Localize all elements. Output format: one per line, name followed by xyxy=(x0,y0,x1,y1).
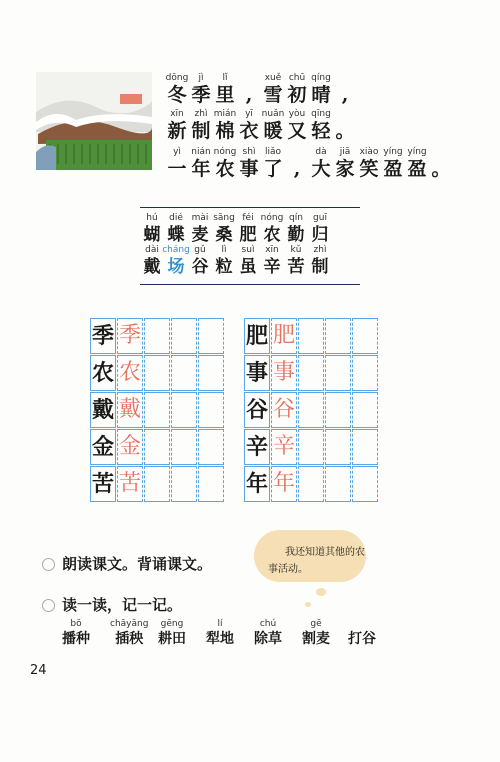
grid-cell[interactable] xyxy=(352,355,378,391)
grid-cell[interactable] xyxy=(352,318,378,354)
grid-cell[interactable] xyxy=(352,392,378,428)
trace-character: 季 xyxy=(118,323,141,348)
char-with-pinyin xyxy=(357,146,381,180)
pinyin: yì xyxy=(173,147,181,157)
grid-cell[interactable] xyxy=(325,318,351,354)
char-with-pinyin xyxy=(213,108,237,142)
hanzi: 戴 xyxy=(143,257,161,277)
char-with-pinyin xyxy=(285,146,309,180)
hanzi: 盈 xyxy=(407,158,427,180)
char-with-pinyin xyxy=(309,108,333,142)
char-with-pinyin xyxy=(260,212,284,246)
farming-word xyxy=(158,618,186,648)
hanzi: 归 xyxy=(311,225,329,245)
pinyin: zhì xyxy=(313,245,327,255)
pinyin: qín xyxy=(289,213,303,223)
pinyin: kǔ xyxy=(290,245,302,255)
writing-grid xyxy=(90,318,398,506)
grid-cell[interactable] xyxy=(198,318,224,354)
char-with-pinyin xyxy=(261,108,285,142)
pinyin: xiào xyxy=(359,147,379,157)
word-hanzi: 耕田 xyxy=(158,631,186,647)
bubble-line-1: 我还知道其他的农 xyxy=(285,547,365,558)
hanzi: 家 xyxy=(335,158,355,180)
trace-character: 年 xyxy=(272,471,295,496)
vocab-bottom-rule xyxy=(140,284,360,285)
model-character: 辛 xyxy=(245,434,268,460)
word-hanzi: 除草 xyxy=(254,631,282,647)
pinyin: lì xyxy=(221,245,227,255)
grid-cell[interactable] xyxy=(144,466,170,502)
trace-character: 金 xyxy=(118,434,141,459)
model-character: 季 xyxy=(91,323,114,349)
grid-cell[interactable] xyxy=(198,429,224,465)
char-with-pinyin xyxy=(333,72,357,106)
grid-cell[interactable] xyxy=(171,318,197,354)
hanzi: , xyxy=(341,84,349,106)
hanzi: 事 xyxy=(239,158,259,180)
task-recite: 朗读课文。背诵课文。 xyxy=(62,555,213,573)
hanzi: 勤 xyxy=(287,225,305,245)
task-read-remember: 读一读，记一记。 xyxy=(62,596,183,614)
model-character: 事 xyxy=(245,360,268,386)
grid-cell[interactable] xyxy=(171,429,197,465)
hanzi: 棉 xyxy=(215,120,235,142)
poem-line-2 xyxy=(165,108,357,142)
char-with-pinyin xyxy=(285,108,309,142)
word-hanzi: 打谷 xyxy=(348,631,376,647)
farming-word xyxy=(302,618,330,648)
pinyin: chū xyxy=(288,73,306,83)
char-with-pinyin xyxy=(308,244,332,278)
pinyin: yòu xyxy=(288,109,306,119)
trace-character: 戴 xyxy=(118,397,141,422)
grid-cell[interactable] xyxy=(298,392,324,428)
hanzi: 农 xyxy=(215,158,235,180)
pinyin: nóng xyxy=(213,147,237,157)
farming-word xyxy=(348,618,376,648)
hanzi: 初 xyxy=(287,84,307,106)
pinyin: yíng xyxy=(383,147,403,157)
hanzi: , xyxy=(293,158,301,180)
hanzi: 制 xyxy=(191,120,211,142)
grid-cell[interactable] xyxy=(325,429,351,465)
char-with-pinyin xyxy=(165,146,189,180)
word-pinyin: gēng xyxy=(160,619,184,629)
grid-cell[interactable] xyxy=(171,392,197,428)
winter-field-illustration xyxy=(36,72,152,170)
grid-cell[interactable] xyxy=(144,392,170,428)
hanzi: 。 xyxy=(431,158,451,180)
vocab-row-1 xyxy=(140,212,332,246)
hanzi: 蝴 xyxy=(143,225,161,245)
pinyin: shì xyxy=(242,147,256,157)
read-icon xyxy=(42,599,55,612)
pinyin: mián xyxy=(213,109,237,119)
hanzi: 一 xyxy=(167,158,187,180)
pinyin: qíng xyxy=(311,73,331,83)
char-with-pinyin xyxy=(284,244,308,278)
bubble-dot xyxy=(316,588,326,596)
farming-word xyxy=(110,618,148,648)
speaker-icon xyxy=(42,558,55,571)
char-with-pinyin xyxy=(164,212,188,246)
char-with-pinyin xyxy=(236,244,260,278)
hanzi: 又 xyxy=(287,120,307,142)
hanzi: 麦 xyxy=(191,225,209,245)
hanzi: 新 xyxy=(167,120,187,142)
hanzi: 粒 xyxy=(215,257,233,277)
char-with-pinyin xyxy=(261,72,285,106)
grid-cell[interactable] xyxy=(298,355,324,391)
pinyin: dié xyxy=(169,213,183,223)
pinyin: nóng xyxy=(260,213,284,223)
char-with-pinyin xyxy=(164,244,188,278)
hanzi: 晴 xyxy=(311,84,331,106)
hanzi: 场 xyxy=(167,257,185,277)
hanzi: 笑 xyxy=(359,158,379,180)
trace-character: 事 xyxy=(272,360,295,385)
word-hanzi: 割麦 xyxy=(302,631,330,647)
model-character: 年 xyxy=(245,471,268,497)
hanzi: 年 xyxy=(191,158,211,180)
pinyin: dà xyxy=(315,147,327,157)
trace-character: 农 xyxy=(118,360,141,385)
char-with-pinyin xyxy=(309,72,333,106)
grid-cell[interactable] xyxy=(325,466,351,502)
word-pinyin: bō xyxy=(70,619,82,629)
trace-character: 苦 xyxy=(118,471,141,496)
char-with-pinyin xyxy=(212,212,236,246)
vocab-top-rule xyxy=(140,207,360,208)
poem-line-3 xyxy=(165,146,453,180)
farming-word xyxy=(62,618,90,648)
pinyin: qīng xyxy=(311,109,331,119)
word-pinyin: chāyāng xyxy=(110,619,149,629)
pinyin: dōng xyxy=(165,73,189,83)
grid-cell[interactable] xyxy=(352,466,378,502)
char-with-pinyin xyxy=(140,212,164,246)
word-hanzi: 插秧 xyxy=(115,631,144,647)
char-with-pinyin xyxy=(429,146,453,180)
pinyin: yī xyxy=(245,109,253,119)
bubble-line-2: 事活动。 xyxy=(268,564,308,575)
hanzi: 大 xyxy=(311,158,331,180)
model-character: 谷 xyxy=(245,397,268,423)
hanzi: 虽 xyxy=(239,257,257,277)
pinyin: hú xyxy=(146,213,158,223)
pinyin: sāng xyxy=(213,213,235,223)
pinyin: guī xyxy=(313,213,327,223)
hanzi: 苦 xyxy=(287,257,305,277)
grid-cell[interactable] xyxy=(198,355,224,391)
char-with-pinyin xyxy=(213,72,237,106)
word-pinyin: chú xyxy=(259,619,277,629)
char-with-pinyin xyxy=(236,212,260,246)
hanzi: 谷 xyxy=(191,257,209,277)
trace-character: 肥 xyxy=(272,323,295,348)
model-character: 农 xyxy=(91,360,114,386)
char-with-pinyin xyxy=(165,108,189,142)
farming-word xyxy=(254,618,282,648)
char-with-pinyin xyxy=(381,146,405,180)
hanzi: 肥 xyxy=(239,225,257,245)
grid-cell[interactable] xyxy=(144,355,170,391)
hanzi: 衣 xyxy=(239,120,259,142)
char-with-pinyin xyxy=(189,146,213,180)
pinyin: xuě xyxy=(264,73,282,83)
grid-cell[interactable] xyxy=(298,466,324,502)
char-with-pinyin xyxy=(333,108,357,142)
hanzi: 里 xyxy=(215,84,235,106)
hanzi: 制 xyxy=(311,257,329,277)
pinyin: lǐ xyxy=(222,73,228,83)
hanzi: 雪 xyxy=(263,84,283,106)
model-character: 戴 xyxy=(91,397,114,423)
grid-cell[interactable] xyxy=(198,392,224,428)
char-with-pinyin xyxy=(165,72,189,106)
pinyin: liǎo xyxy=(264,147,282,157)
hanzi: 暖 xyxy=(263,120,283,142)
vocab-row-2 xyxy=(140,244,332,278)
char-with-pinyin xyxy=(260,244,284,278)
char-with-pinyin xyxy=(237,108,261,142)
hanzi: 桑 xyxy=(215,225,233,245)
char-with-pinyin xyxy=(333,146,357,180)
char-with-pinyin xyxy=(308,212,332,246)
hanzi: 轻 xyxy=(311,120,331,142)
word-hanzi: 播种 xyxy=(62,631,90,647)
pinyin: yíng xyxy=(407,147,427,157)
page-number: 24 xyxy=(30,663,47,678)
pinyin: zhì xyxy=(194,109,208,119)
hanzi: 季 xyxy=(191,84,211,106)
pinyin: nián xyxy=(191,147,211,157)
pinyin: jì xyxy=(198,73,204,83)
char-with-pinyin xyxy=(189,72,213,106)
hanzi: 辛 xyxy=(263,257,281,277)
pinyin: dài xyxy=(145,245,159,255)
grid-cell[interactable] xyxy=(352,429,378,465)
model-character: 苦 xyxy=(91,471,114,497)
bubble-dot-small xyxy=(305,602,311,607)
char-with-pinyin xyxy=(189,108,213,142)
grid-cell[interactable] xyxy=(325,355,351,391)
hanzi: , xyxy=(245,84,253,106)
hanzi: 农 xyxy=(263,225,281,245)
word-hanzi: 犁地 xyxy=(206,631,234,647)
grid-cell[interactable] xyxy=(171,466,197,502)
pinyin: cháng xyxy=(162,245,190,255)
model-character: 金 xyxy=(91,434,114,460)
pinyin: gǔ xyxy=(194,245,206,255)
trace-character: 辛 xyxy=(272,434,295,459)
char-with-pinyin xyxy=(309,146,333,180)
char-with-pinyin xyxy=(140,244,164,278)
hanzi: 盈 xyxy=(383,158,403,180)
pinyin: xīn xyxy=(265,245,279,255)
char-with-pinyin xyxy=(237,146,261,180)
pinyin: mài xyxy=(191,213,209,223)
grid-cell[interactable] xyxy=(144,429,170,465)
hanzi: 冬 xyxy=(167,84,187,106)
char-with-pinyin xyxy=(213,146,237,180)
char-with-pinyin xyxy=(188,212,212,246)
pinyin: féi xyxy=(242,213,254,223)
char-with-pinyin xyxy=(261,146,285,180)
char-with-pinyin xyxy=(212,244,236,278)
char-with-pinyin xyxy=(405,146,429,180)
pinyin: suì xyxy=(241,245,255,255)
char-with-pinyin xyxy=(284,212,308,246)
trace-character: 谷 xyxy=(272,397,295,422)
hanzi: 了 xyxy=(263,158,283,180)
char-with-pinyin xyxy=(188,244,212,278)
grid-cell[interactable] xyxy=(198,466,224,502)
word-pinyin: gē xyxy=(310,619,322,629)
farming-word xyxy=(206,618,234,648)
grid-cell[interactable] xyxy=(298,429,324,465)
model-character: 肥 xyxy=(245,323,268,349)
pinyin: nuǎn xyxy=(261,109,285,119)
hanzi: 蝶 xyxy=(167,225,185,245)
char-with-pinyin xyxy=(237,72,261,106)
grid-cell[interactable] xyxy=(171,355,197,391)
pinyin: jiā xyxy=(339,147,351,157)
hanzi: 。 xyxy=(335,120,355,142)
grid-cell[interactable] xyxy=(144,318,170,354)
grid-cell[interactable] xyxy=(325,392,351,428)
pinyin: xīn xyxy=(170,109,184,119)
char-with-pinyin xyxy=(285,72,309,106)
grid-cell[interactable] xyxy=(298,318,324,354)
word-pinyin: lí xyxy=(217,619,223,629)
poem-line-1 xyxy=(165,72,357,106)
